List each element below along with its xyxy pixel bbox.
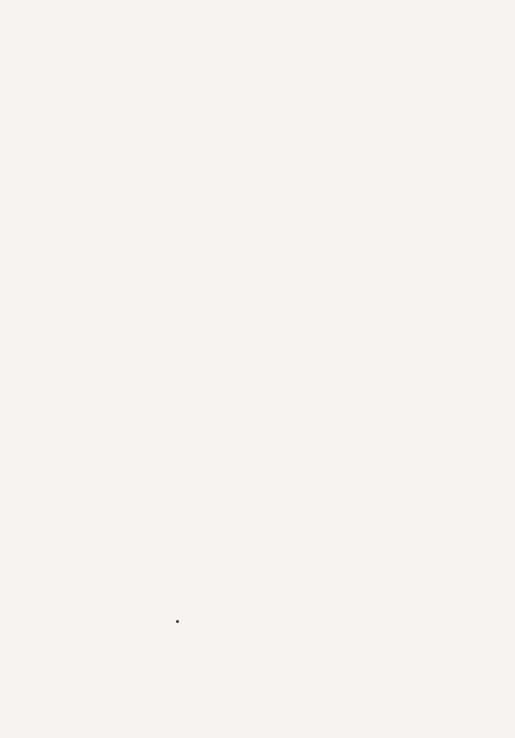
upper-text-block [60,26,485,344]
lower-text-block [73,364,485,634]
page-mark [176,620,179,623]
